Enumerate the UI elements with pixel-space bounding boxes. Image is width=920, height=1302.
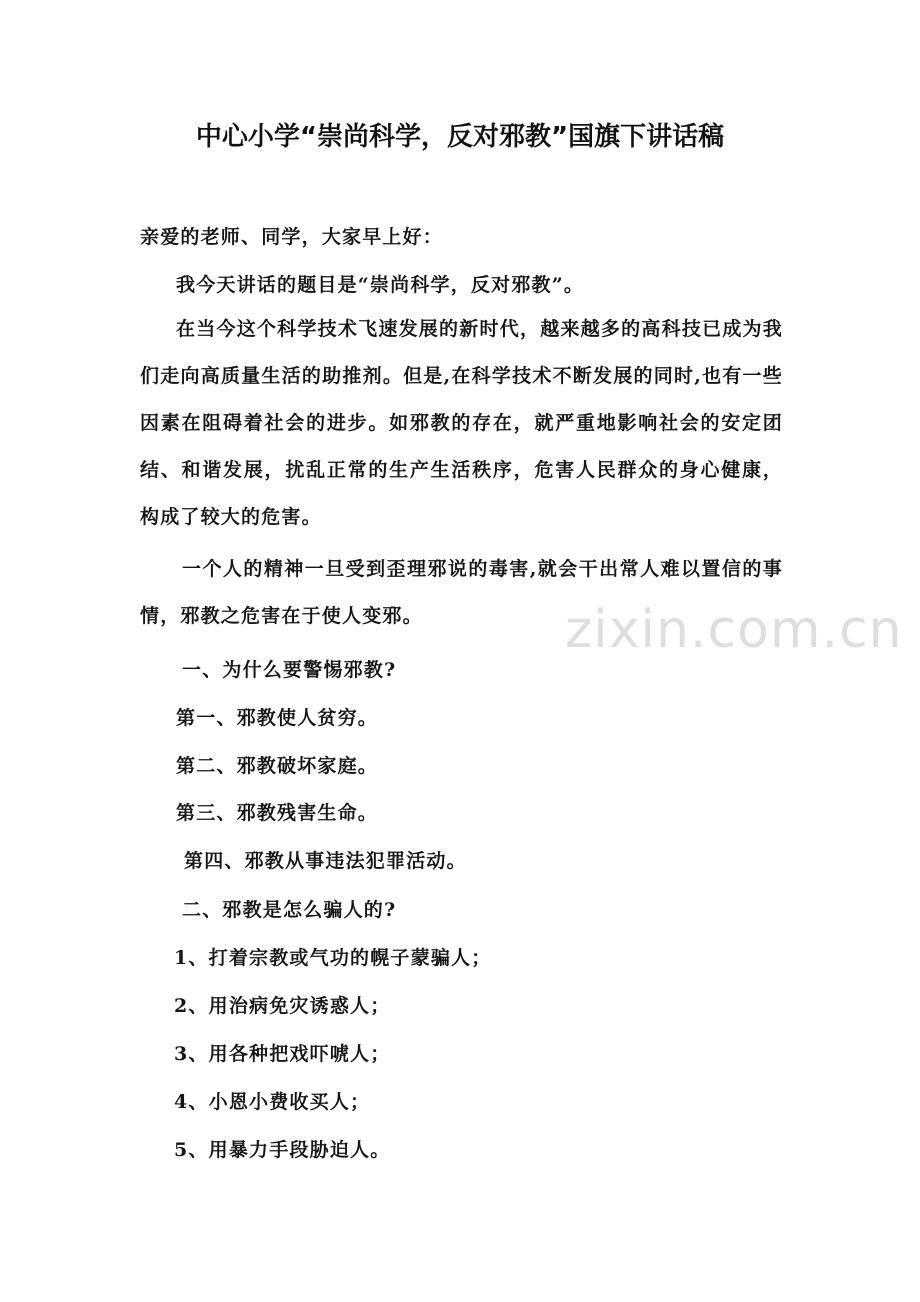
section-2-item: 1、打着宗教或气功的幌子蒙骗人； — [174, 947, 492, 969]
section-1-item: 第四、邪教从事违法犯罪活动。 — [184, 850, 467, 872]
section-2-item: 5、用暴力手段胁迫人。 — [174, 1139, 391, 1161]
paragraph-1: 在当今这个科学技术飞速发展的新时代，越来越多的高科技已成为我们走向高质量生活的助推剂。但是,在科学技术不断发展的同时,也有一些因素在阻碍着社会的进步。如邪教的存在，就严重地影响社会的安定团结、和谐发展，扰乱正常的生产生活秩序，危害人民群众的身心健康，构成了较大的危害。 — [140, 318, 783, 528]
section-1-item: 第一、邪教使人贫穷。 — [176, 707, 379, 729]
greeting: 亲爱的老师、同学，大家早上好： — [140, 226, 444, 248]
section-1-item: 第二、邪教破坏家庭。 — [176, 755, 379, 777]
watermark: zixin.com.cn — [565, 600, 903, 660]
speech-topic: 我今天讲话的题目是“崇尚科学，反对邪教”。 — [176, 274, 585, 296]
section-1-item: 第三、邪教残害生命。 — [176, 802, 379, 824]
section-2-item: 2、用治病免灾诱惑人； — [174, 995, 391, 1017]
section-2-item: 4、小恩小费收买人； — [174, 1091, 371, 1113]
section-2-item: 3、用各种把戏吓唬人； — [174, 1043, 391, 1065]
section-2-heading: 二、邪教是怎么骗人的? — [182, 899, 397, 921]
section-1-heading: 一、为什么要警惕邪教? — [182, 659, 397, 681]
document-title: 中心小学“崇尚科学，反对邪教”国旗下讲话稿 — [195, 122, 725, 152]
paragraph-2: 一个人的精神一旦受到歪理邪说的毒害,就会干出常人难以置信的事情，邪教之危害在于使人变邪。 — [140, 558, 783, 627]
